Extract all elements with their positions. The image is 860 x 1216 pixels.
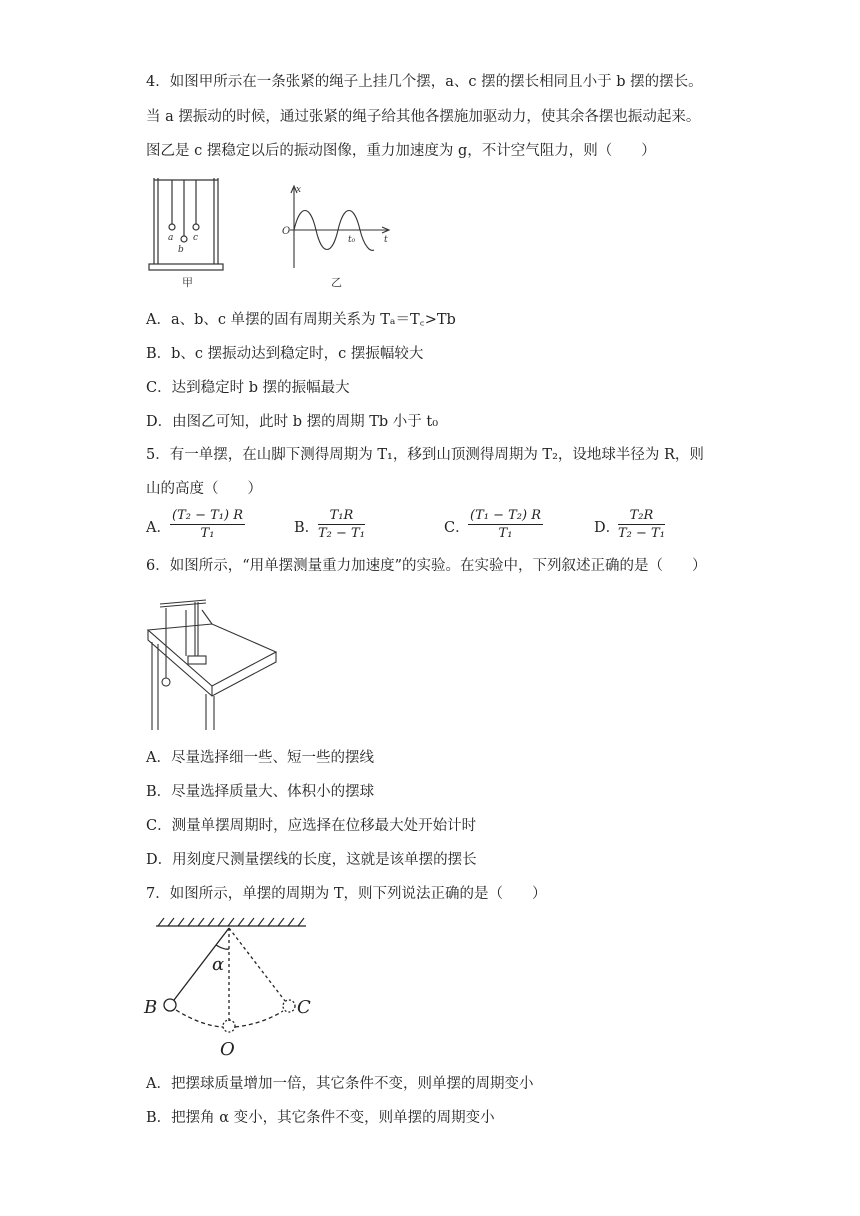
q6-option-c[interactable]: C．测量单摆周期时，应选择在位移最大处开始计时 xyxy=(146,818,477,834)
q5-option-d-fraction[interactable] xyxy=(618,508,665,541)
q4-stem-line3: 图乙是 c 摆稳定以后的振动图像，重力加速度为 g，不计空气阻力，则（ ） xyxy=(146,143,656,159)
q7-stem: 7．如图所示，单摆的周期为 T，则下列说法正确的是（ ） xyxy=(146,886,547,902)
figure-jia-pendulums xyxy=(146,172,236,292)
fig-yi-caption: 乙 xyxy=(331,276,342,289)
figure-yi-vibration-graph xyxy=(276,180,396,292)
fig-yi-label-x: x xyxy=(296,185,302,195)
q5-c-denominator: T₁ xyxy=(498,526,513,541)
fig-jia-label-c: c xyxy=(193,233,199,243)
q5-option-c-fraction[interactable] xyxy=(468,508,543,541)
fig-jia-label-a: a xyxy=(168,233,174,243)
q5-b-denominator: T₂ − T₁ xyxy=(318,526,365,541)
fig-label-b: B xyxy=(144,997,158,1018)
q5-d-numerator: T₂R xyxy=(618,508,665,525)
fig-label-o: O xyxy=(220,1039,235,1060)
q5-a-denominator: T₁ xyxy=(200,526,215,541)
q5-a-numerator: (T₂ − T₁) R xyxy=(172,508,243,523)
q5-option-a-label[interactable]: A． xyxy=(146,520,171,536)
q4-option-d[interactable]: D．由图乙可知，此时 b 摆的周期 Tb 小于 t₀ xyxy=(146,414,439,430)
q7-option-a[interactable]: A．把摆球质量增加一倍，其它条件不变，则单摆的周期变小 xyxy=(146,1076,534,1092)
q6-stem: 6．如图所示，“用单摆测量重力加速度”的实验。在实验中，下列叙述正确的是（ ） xyxy=(146,558,707,574)
q7-option-b[interactable]: B．把摆角 α 变小，其它条件不变，则单摆的周期变小 xyxy=(146,1110,495,1126)
q5-option-b-label[interactable]: B． xyxy=(294,520,320,536)
q4-option-a[interactable]: A．a、b、c 单摆的固有周期关系为 Tₐ＝T꜀>Tb xyxy=(146,312,456,328)
q5-option-a-fraction[interactable] xyxy=(170,508,245,541)
fig-label-c: C xyxy=(297,997,311,1018)
q5-b-numerator: T₁R xyxy=(318,508,365,525)
q5-option-c-label[interactable]: C． xyxy=(444,520,470,536)
fig-yi-label-o: O xyxy=(282,226,291,237)
fig-jia-caption: 甲 xyxy=(182,276,193,289)
q6-option-d[interactable]: D．用刻度尺测量摆线的长度，这就是该单摆的摆长 xyxy=(146,852,477,868)
figure-pendulum-experiment xyxy=(146,590,278,732)
q4-option-b[interactable]: B．b、c 摆振动达到稳定时，c 摆振幅较大 xyxy=(146,346,424,362)
fig-label-alpha: α xyxy=(212,954,225,975)
q5-option-d-label[interactable]: D． xyxy=(594,520,621,536)
figure-simple-pendulum xyxy=(140,914,312,1064)
q4-stem-line1: 4．如图甲所示在一条张紧的绳子上挂几个摆，a、c 摆的摆长相同且小于 b 摆的摆长。 xyxy=(146,74,703,90)
fig-yi-label-t0: t₀ xyxy=(348,235,356,245)
fig-yi-label-t: t xyxy=(384,235,388,245)
fig-jia-label-b: b xyxy=(178,245,184,255)
q4-option-c[interactable]: C．达到稳定时 b 摆的振幅最大 xyxy=(146,380,350,396)
q6-option-b[interactable]: B．尽量选择质量大、体积小的摆球 xyxy=(146,784,375,800)
q5-stem-line2: 山的高度（ ） xyxy=(146,481,262,497)
q6-option-a[interactable]: A．尽量选择细一些、短一些的摆线 xyxy=(146,750,374,766)
q5-d-denominator: T₂ − T₁ xyxy=(618,526,665,541)
q5-stem-line1: 5．有一单摆，在山脚下测得周期为 T₁，移到山顶测得周期为 T₂，设地球半径为 R，则 xyxy=(146,447,704,463)
q5-option-b-fraction[interactable] xyxy=(318,508,365,541)
q5-c-numerator: (T₁ − T₂) R xyxy=(470,508,541,523)
q4-stem-line2: 当 a 摆振动的时候，通过张紧的绳子给其他各摆施加驱动力，使其余各摆也振动起来。 xyxy=(146,109,701,125)
